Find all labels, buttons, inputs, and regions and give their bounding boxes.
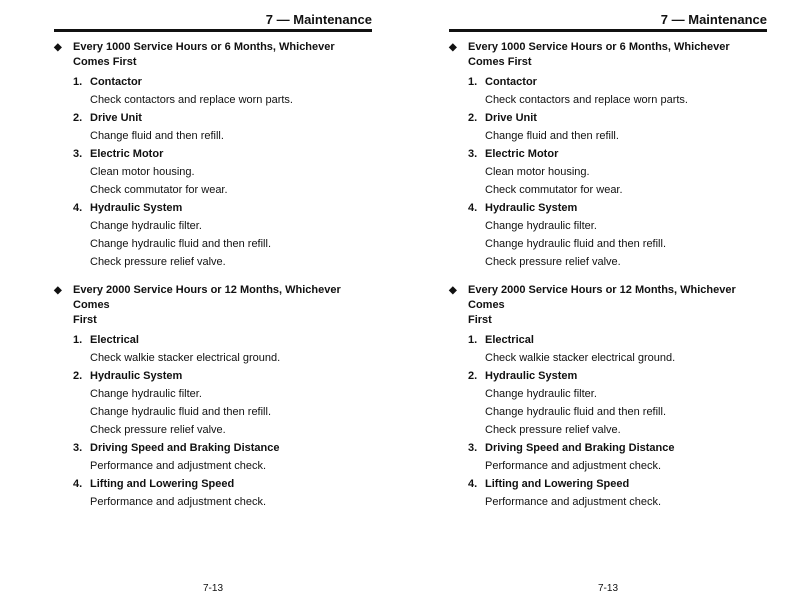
item-number: 1.: [73, 334, 83, 346]
section-title-line: First: [468, 314, 492, 326]
section-title: [54, 40, 372, 70]
item-title-row: [449, 199, 767, 217]
item-body-line: Change hydraulic fluid and then refill.: [90, 238, 272, 250]
item-body-line: Change hydraulic filter.: [90, 220, 202, 232]
item-title: Electric Motor: [90, 148, 164, 160]
item-body-line: Check pressure relief valve.: [485, 424, 621, 436]
item-number: 3.: [73, 148, 83, 160]
page-content: [54, 40, 372, 511]
item-title-row: [54, 73, 372, 91]
item-number: 4.: [468, 202, 478, 214]
page-left: [54, 0, 372, 612]
item-title-row: [449, 439, 767, 457]
item-title-row: [449, 367, 767, 385]
section-title-line: Every 1000 Service Hours or 6 Months, Whichever Comes First: [73, 41, 335, 68]
item-number: 2.: [468, 112, 478, 124]
item-body-line: Check contactors and replace worn parts.: [485, 94, 688, 106]
item-title: Driving Speed and Braking Distance: [90, 442, 280, 454]
diamond-bullet-icon: ◆: [54, 285, 62, 296]
maintenance-section: [54, 283, 372, 511]
item-number: 2.: [468, 370, 478, 382]
item-body-line: Change hydraulic filter.: [90, 388, 202, 400]
item-title: Drive Unit: [90, 112, 142, 124]
page-header-title: 7 — Maintenance: [660, 12, 767, 27]
item-number: 2.: [73, 112, 83, 124]
section-title-line: Every 2000 Service Hours or 12 Months, Whichever Comes: [468, 284, 736, 311]
item-body-line: Change hydraulic filter.: [485, 388, 597, 400]
item-title: Electrical: [90, 334, 139, 346]
item-title: Hydraulic System: [90, 370, 183, 382]
item-title-row: [54, 475, 372, 493]
item-title: Hydraulic System: [90, 202, 183, 214]
section-title-line: First: [73, 314, 97, 326]
item-body-line: Check pressure relief valve.: [90, 256, 226, 268]
maintenance-section: [54, 40, 372, 271]
item-title: Contactor: [90, 76, 142, 88]
maintenance-section: [449, 40, 767, 271]
item-body-line: Performance and adjustment check.: [90, 496, 267, 508]
item-title-row: [449, 109, 767, 127]
header-rule: [449, 29, 767, 32]
item-body-line: Clean motor housing.: [90, 166, 195, 178]
item-body-line: Check walkie stacker electrical ground.: [90, 352, 281, 364]
item-title: Electrical: [485, 334, 534, 346]
item-title-row: [54, 439, 372, 457]
item-number: 3.: [468, 148, 478, 160]
item-title: Hydraulic System: [485, 202, 578, 214]
item-title: Hydraulic System: [485, 370, 578, 382]
item-number: 2.: [73, 370, 83, 382]
item-title: Driving Speed and Braking Distance: [485, 442, 675, 454]
item-title: Electric Motor: [485, 148, 559, 160]
item-title-row: [54, 331, 372, 349]
item-title: Contactor: [485, 76, 537, 88]
item-body-line: Change hydraulic fluid and then refill.: [485, 238, 667, 250]
item-title-row: [449, 475, 767, 493]
diamond-bullet-icon: ◆: [54, 42, 62, 53]
page-header-title: 7 — Maintenance: [265, 12, 372, 27]
item-title-row: [54, 109, 372, 127]
item-body-line: Change hydraulic filter.: [485, 220, 597, 232]
item-body-line: Check pressure relief valve.: [485, 256, 621, 268]
section-title: [449, 283, 767, 328]
item-title-row: [54, 199, 372, 217]
page-number: 7-13: [597, 583, 618, 594]
item-title: Drive Unit: [485, 112, 537, 124]
item-body-line: Performance and adjustment check.: [485, 460, 662, 472]
maintenance-section: [449, 283, 767, 511]
diamond-bullet-icon: ◆: [449, 42, 457, 53]
item-body-line: Check commutator for wear.: [485, 184, 623, 196]
item-body-line: Check pressure relief valve.: [90, 424, 226, 436]
item-body-line: Change hydraulic fluid and then refill.: [90, 406, 272, 418]
item-number: 4.: [73, 478, 83, 490]
item-number: 1.: [468, 334, 478, 346]
section-title-line: Every 2000 Service Hours or 12 Months, Whichever Comes: [73, 284, 341, 311]
section-title: [449, 40, 767, 70]
page-content: [449, 40, 767, 511]
item-body-line: Performance and adjustment check.: [485, 496, 662, 508]
item-title-row: [54, 145, 372, 163]
item-body-line: Check commutator for wear.: [90, 184, 228, 196]
item-number: 4.: [468, 478, 478, 490]
page-right: [449, 0, 767, 612]
item-body-line: Check walkie stacker electrical ground.: [485, 352, 676, 364]
header-rule: [54, 29, 372, 32]
item-body-line: Check contactors and replace worn parts.: [90, 94, 293, 106]
item-title: Lifting and Lowering Speed: [485, 478, 630, 490]
item-number: 3.: [468, 442, 478, 454]
item-body-line: Clean motor housing.: [485, 166, 590, 178]
section-title-line: Every 1000 Service Hours or 6 Months, Whichever Comes First: [468, 41, 730, 68]
item-title-row: [449, 145, 767, 163]
item-body-line: Change hydraulic fluid and then refill.: [485, 406, 667, 418]
item-title-row: [449, 73, 767, 91]
item-number: 4.: [73, 202, 83, 214]
diamond-bullet-icon: ◆: [449, 285, 457, 296]
item-title: Lifting and Lowering Speed: [90, 478, 235, 490]
item-title-row: [54, 367, 372, 385]
page-number: 7-13: [202, 583, 223, 594]
item-body-line: Performance and adjustment check.: [90, 460, 267, 472]
item-body-line: Change fluid and then refill.: [485, 130, 619, 142]
item-number: 3.: [73, 442, 83, 454]
item-body-line: Change fluid and then refill.: [90, 130, 224, 142]
section-title: [54, 283, 372, 328]
item-number: 1.: [73, 76, 83, 88]
item-title-row: [449, 331, 767, 349]
item-number: 1.: [468, 76, 478, 88]
